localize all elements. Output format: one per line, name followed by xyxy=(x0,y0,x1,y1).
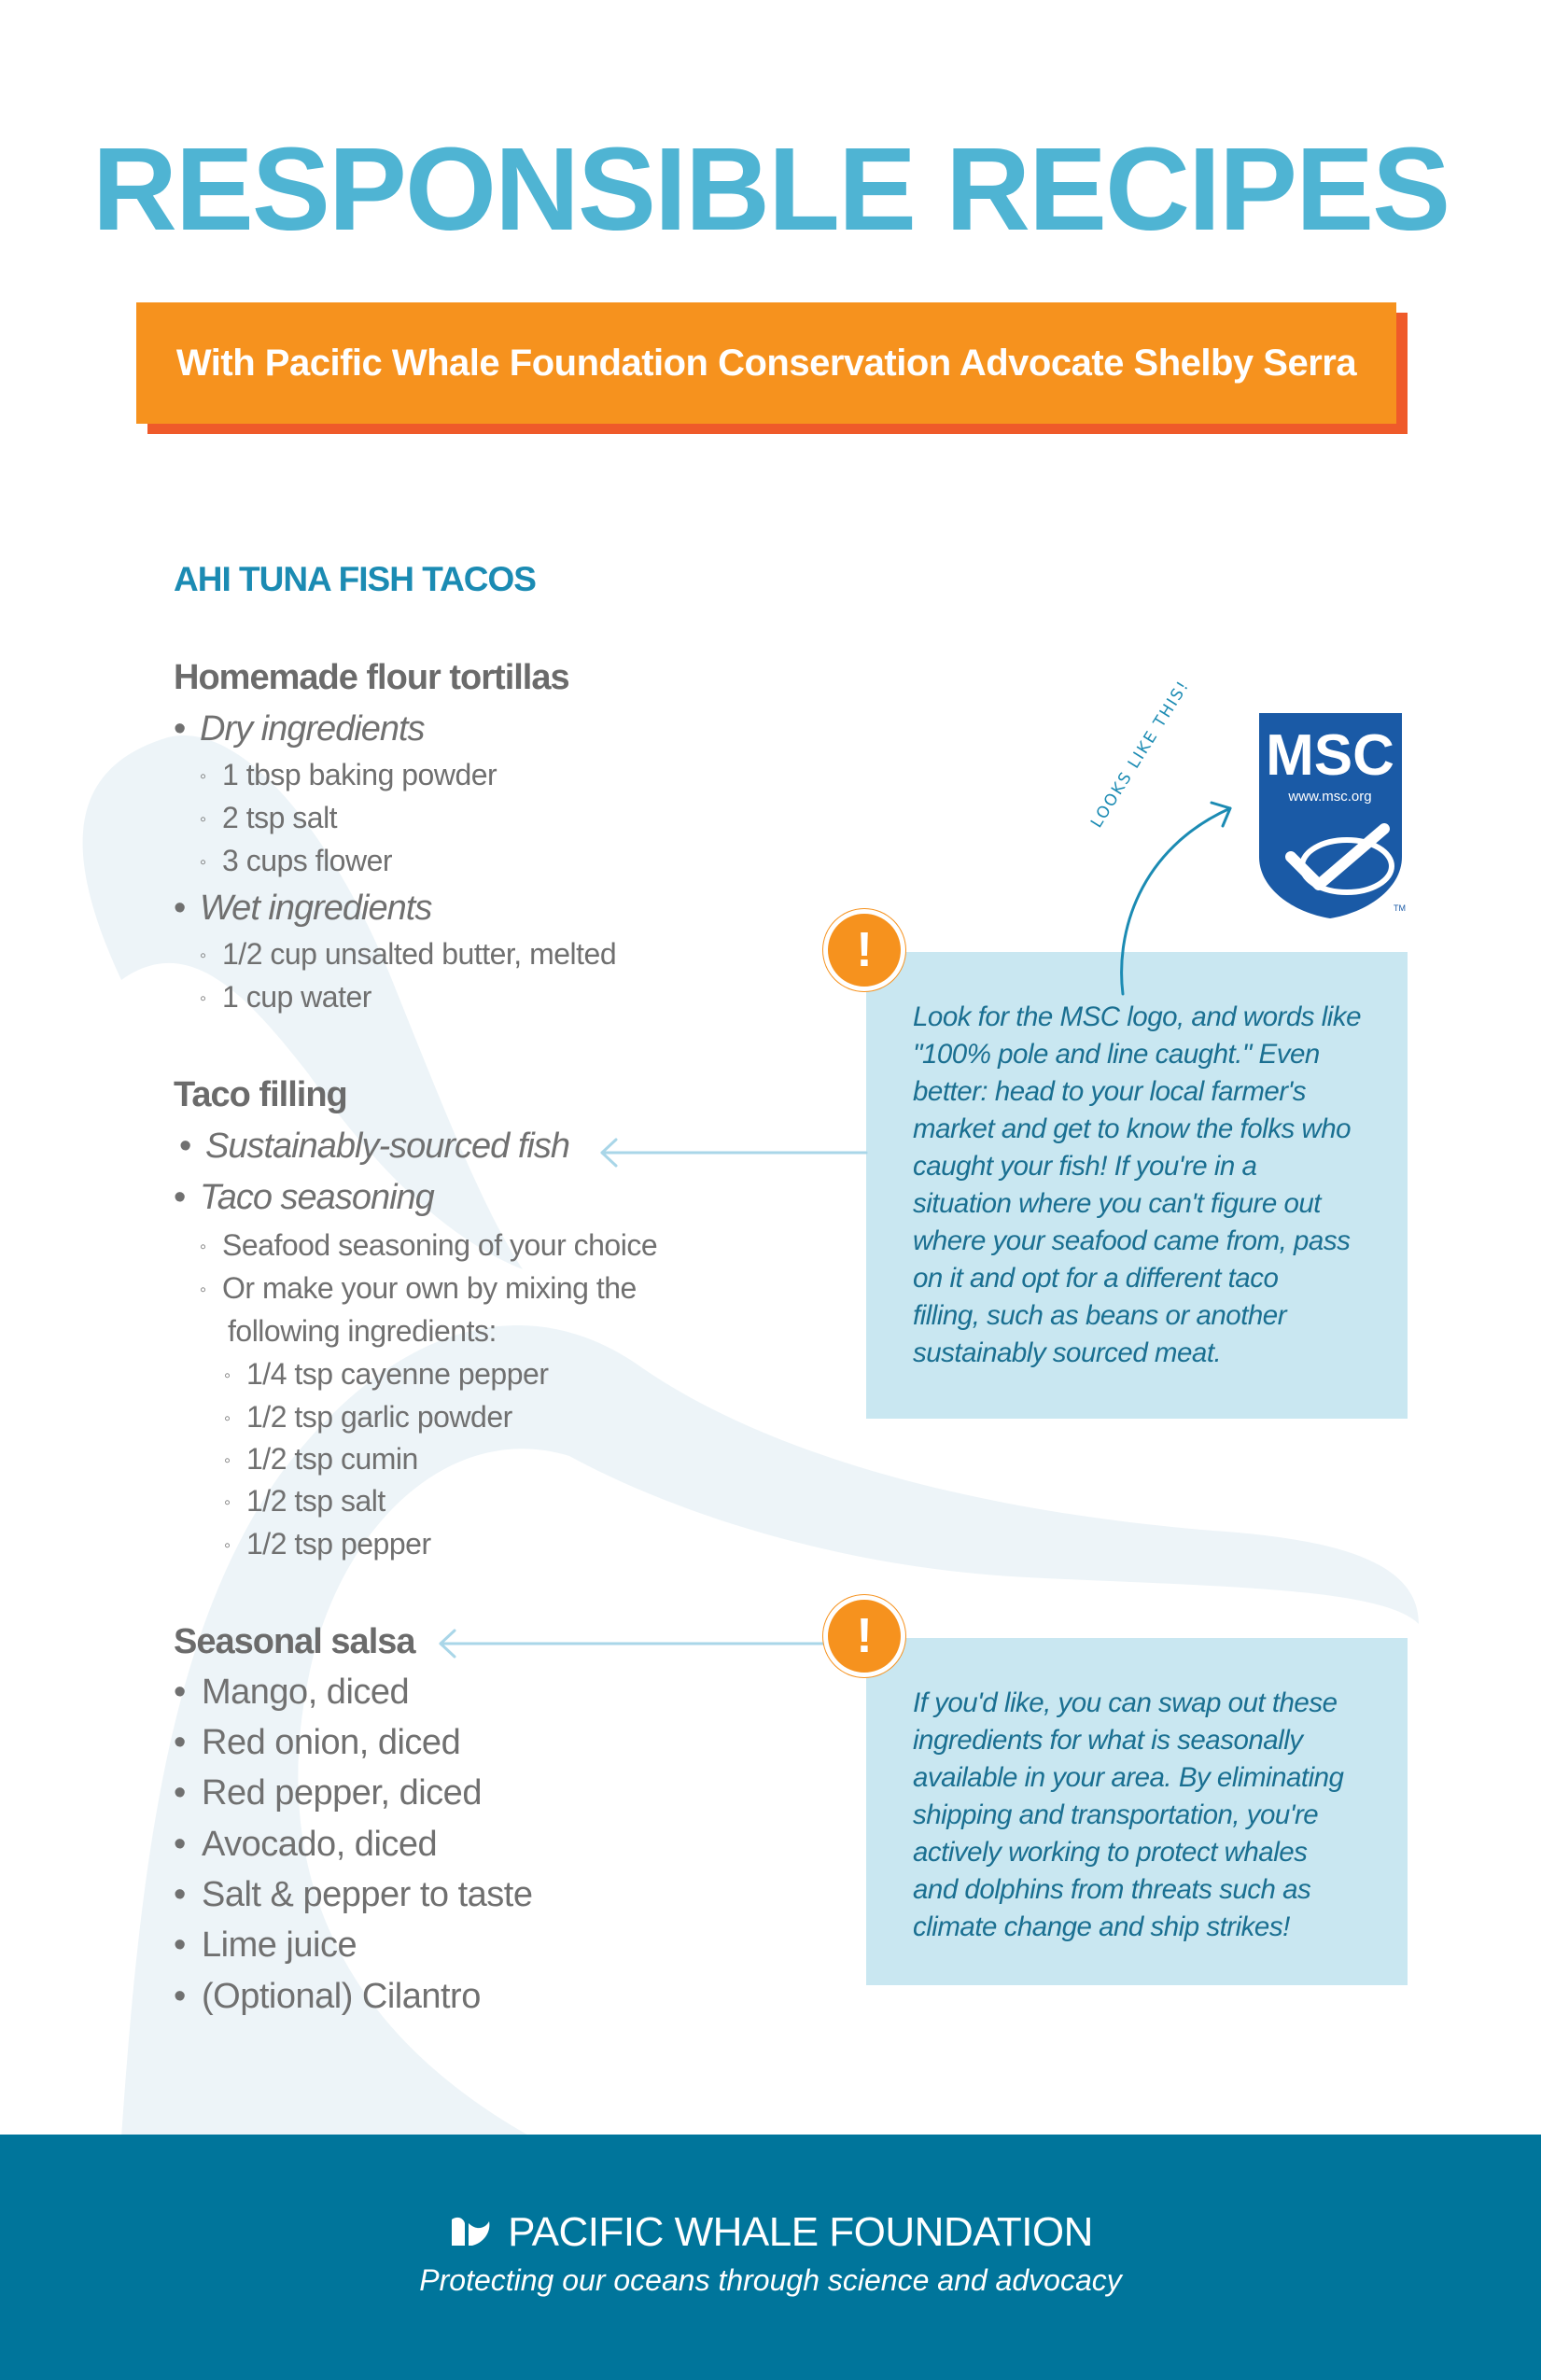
list-item: • Sustainably-sourced fish xyxy=(179,1127,569,1166)
list-item: • Salt & pepper to taste xyxy=(174,1875,533,1914)
salsa-tip-text: If you'd like, you can swap out these ingredients for what is seasonally available in your area. By eliminating shipping and transportation, you're actively working to protect whales and dolphins from threats such as climate change and ship strikes! xyxy=(913,1687,1344,1942)
section-heading-tortillas: Homemade flour tortillas xyxy=(174,658,569,697)
list-item: • Red onion, diced xyxy=(174,1723,461,1762)
section-heading-salsa: Seasonal salsa xyxy=(174,1622,415,1661)
list-item: • Wet ingredients xyxy=(174,889,432,928)
list-item: • Avocado, diced xyxy=(174,1825,438,1864)
list-item: ◦ 1/4 tsp cayenne pepper xyxy=(224,1357,549,1391)
category-dry: Dry ingredients xyxy=(200,709,425,749)
section-heading-filling: Taco filling xyxy=(174,1075,347,1114)
list-item: • Lime juice xyxy=(174,1925,357,1965)
msc-logo-tm: TM xyxy=(1394,903,1406,913)
alert-icon: ! xyxy=(823,1595,905,1677)
list-item: ◦ Or make your own by mixing the xyxy=(200,1271,637,1305)
list-item: ◦ 1/2 tsp salt xyxy=(224,1484,385,1518)
footer-org xyxy=(0,2207,1541,2256)
page-title: RESPONSIBLE RECIPES xyxy=(91,123,1450,255)
list-item: • Mango, diced xyxy=(174,1673,410,1712)
footer xyxy=(0,2135,1541,2380)
list-item: ◦ 1/2 tsp cumin xyxy=(224,1442,418,1476)
list-item: ◦ 1/2 cup unsalted butter, melted xyxy=(200,937,617,971)
list-item-continued: following ingredients: xyxy=(228,1314,497,1348)
msc-logo xyxy=(1254,707,1408,922)
category-seasoning: Taco seasoning xyxy=(200,1178,434,1217)
category-wet: Wet ingredients xyxy=(200,889,432,928)
org-name: PACIFIC WHALE FOUNDATION xyxy=(508,2209,1093,2256)
msc-logo-label: MSC xyxy=(1266,723,1394,788)
list-item: • Red pepper, diced xyxy=(174,1773,482,1813)
list-item: ◦ 3 cups flower xyxy=(200,844,393,877)
list-item: • Taco seasoning xyxy=(174,1178,434,1217)
pacific-whale-foundation-logo xyxy=(448,2214,493,2251)
list-item: ◦ 1/2 tsp garlic powder xyxy=(224,1400,512,1434)
list-item: ◦ 1 cup water xyxy=(200,980,371,1014)
list-item: ◦ Seafood seasoning of your choice xyxy=(200,1228,658,1262)
footer-tagline: Protecting our oceans through science and advocacy xyxy=(419,2263,1122,2297)
list-item: ◦ 2 tsp salt xyxy=(200,801,338,834)
list-item: ◦ 1 tbsp baking powder xyxy=(200,758,497,791)
handwritten-note: LOOKS LIKE THIS! xyxy=(1087,677,1194,832)
msc-tip-text: Look for the MSC logo, and words like "100% pole and line caught." Even better: head to your local farmer's market and get to know the folks who caught your fish! If you're in a situation where you can't figure out where your seafood came from, pass on it and opt for a different taco filling, such as beans or another sustainably sourced meat. xyxy=(913,1001,1361,1368)
list-item: • (Optional) Cilantro xyxy=(174,1977,481,2016)
recipe-title: AHI TUNA FISH TACOS xyxy=(174,560,536,598)
list-item: • Dry ingredients xyxy=(174,709,425,749)
banner-text: With Pacific Whale Foundation Conservation Advocate Shelby Serra xyxy=(175,342,1357,384)
msc-logo-url: www.msc.org xyxy=(1288,789,1372,805)
list-item: ◦ 1/2 tsp pepper xyxy=(224,1527,431,1561)
category-fish: Sustainably-sourced fish xyxy=(205,1127,569,1166)
alert-icon: ! xyxy=(823,909,905,991)
